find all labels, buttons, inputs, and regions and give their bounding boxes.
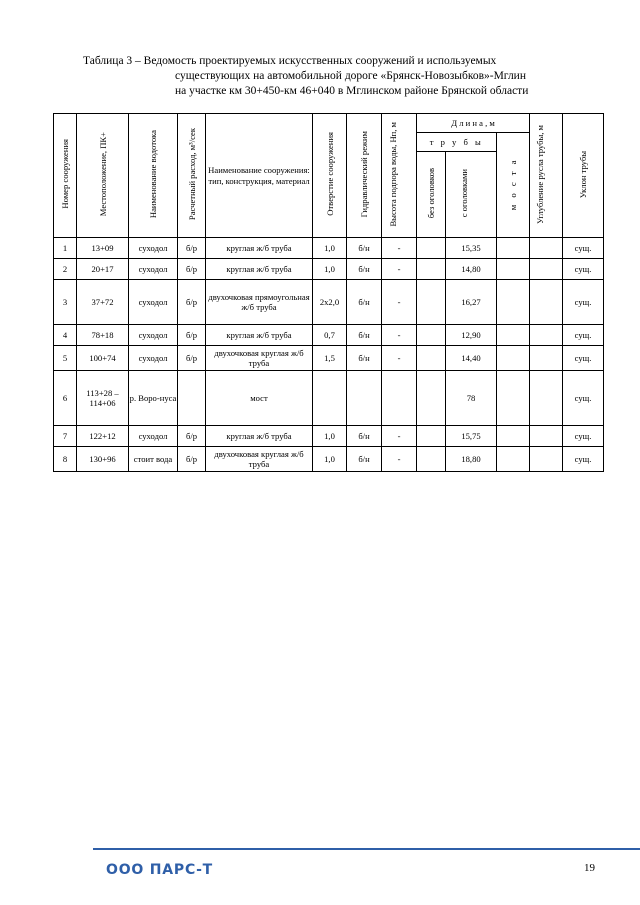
cell-regime: б/н [347, 325, 382, 346]
caption-line-2: существующих на автомобильной дороге «Брянск-Новозыбков»-Мглин [175, 70, 526, 82]
cell-name: круглая ж/б труба [206, 238, 313, 259]
cell-bridge [497, 280, 530, 325]
header-slope: Уклон трубы [563, 114, 604, 238]
header-backwater: Высота подпора воды, Hп, м [382, 114, 417, 238]
cell-flow: б/р [178, 325, 206, 346]
cell-loc: 113+28 – 114+06 [77, 371, 129, 426]
cell-num: 5 [54, 346, 77, 371]
cell-slope: сущ. [563, 325, 604, 346]
cell-back: - [382, 280, 417, 325]
cell-open: 1,0 [313, 259, 347, 280]
cell-slope: сущ. [563, 238, 604, 259]
cell-regime: б/н [347, 426, 382, 447]
cell-withhead: 18,80 [446, 447, 497, 472]
cell-withhead: 16,27 [446, 280, 497, 325]
table-row [54, 371, 604, 426]
company-logo: ООО ПАРС-Т [106, 862, 214, 878]
cell-nohead [417, 259, 446, 280]
cell-water: суходол [129, 325, 178, 346]
cell-nohead [417, 447, 446, 472]
cell-withhead: 15,75 [446, 426, 497, 447]
cell-bridge [497, 426, 530, 447]
header-opening: Отверстие сооружения [313, 114, 347, 238]
table-row [54, 426, 604, 447]
cell-withhead: 15,35 [446, 238, 497, 259]
cell-water: р. Воро-нуса [129, 371, 178, 426]
cell-name: круглая ж/б труба [206, 259, 313, 280]
cell-regime: б/н [347, 346, 382, 371]
cell-nohead [417, 371, 446, 426]
cell-back: - [382, 426, 417, 447]
table-row [54, 238, 604, 259]
cell-nohead [417, 280, 446, 325]
cell-regime: б/н [347, 447, 382, 472]
table-body [54, 238, 604, 472]
caption-line-3: на участке км 30+450-км 46+040 в Мглинском районе Брянской области [175, 85, 529, 97]
header-no-heads: без оголовков [417, 152, 446, 238]
table-row [54, 280, 604, 325]
cell-slope: сущ. [563, 371, 604, 426]
cell-name: круглая ж/б труба [206, 426, 313, 447]
header-length-group: Д л и н а , м [417, 114, 530, 133]
cell-withhead: 78 [446, 371, 497, 426]
header-deepening: Углубление русла трубы, м [530, 114, 563, 238]
structures-table [53, 113, 604, 472]
cell-back: - [382, 238, 417, 259]
cell-open: 2х2,0 [313, 280, 347, 325]
cell-water: стоит вода [129, 447, 178, 472]
cell-back: - [382, 259, 417, 280]
footer-line [93, 848, 640, 850]
cell-slope: сущ. [563, 280, 604, 325]
cell-flow: б/р [178, 259, 206, 280]
cell-nohead [417, 325, 446, 346]
cell-name: мост [206, 371, 313, 426]
cell-back [382, 371, 417, 426]
cell-flow: б/р [178, 280, 206, 325]
cell-num: 6 [54, 371, 77, 426]
cell-num: 2 [54, 259, 77, 280]
header-location: Местоположение, ПК+ [77, 114, 129, 238]
header-watercourse: Наименование водотока [129, 114, 178, 238]
cell-loc: 78+18 [77, 325, 129, 346]
cell-open: 1,0 [313, 238, 347, 259]
header-pipes-group: т р у б ы [417, 133, 497, 152]
cell-withhead: 14,40 [446, 346, 497, 371]
header-num: Номер сооружения [54, 114, 77, 238]
cell-name: двухочковая прямоугольная ж/б труба [206, 280, 313, 325]
cell-back: - [382, 346, 417, 371]
cell-bridge [497, 447, 530, 472]
cell-deep [530, 371, 563, 426]
cell-water: суходол [129, 346, 178, 371]
cell-deep [530, 280, 563, 325]
cell-bridge [497, 346, 530, 371]
cell-num: 7 [54, 426, 77, 447]
cell-open: 1,5 [313, 346, 347, 371]
table-header [54, 114, 604, 238]
caption-line-1: Таблица 3 – Ведомость проектируемых искусственных сооружений и используемых [83, 55, 497, 67]
cell-open: 0,7 [313, 325, 347, 346]
cell-deep [530, 346, 563, 371]
header-with-heads: с оголовками [446, 152, 497, 238]
cell-name: круглая ж/б труба [206, 325, 313, 346]
cell-deep [530, 325, 563, 346]
cell-num: 4 [54, 325, 77, 346]
table-row [54, 325, 604, 346]
cell-water: суходол [129, 426, 178, 447]
cell-withhead: 14,80 [446, 259, 497, 280]
cell-deep [530, 426, 563, 447]
cell-num: 3 [54, 280, 77, 325]
cell-bridge [497, 371, 530, 426]
table-row [54, 447, 604, 472]
cell-regime: б/н [347, 280, 382, 325]
cell-flow: б/р [178, 447, 206, 472]
cell-bridge [497, 259, 530, 280]
cell-slope: сущ. [563, 346, 604, 371]
cell-water: суходол [129, 238, 178, 259]
cell-name: двухочковая круглая ж/б труба [206, 447, 313, 472]
cell-slope: сущ. [563, 426, 604, 447]
cell-nohead [417, 346, 446, 371]
cell-back: - [382, 325, 417, 346]
cell-water: суходол [129, 280, 178, 325]
cell-withhead: 12,90 [446, 325, 497, 346]
cell-regime: б/н [347, 238, 382, 259]
header-bridges: м о с т а [497, 133, 530, 238]
header-structure-name: Наименование сооружения: тип, конструкция, материал [206, 114, 313, 238]
cell-flow [178, 371, 206, 426]
cell-deep [530, 238, 563, 259]
header-flow: Расчетный расход, м³/сек [178, 114, 206, 238]
cell-open: 1,0 [313, 447, 347, 472]
cell-loc: 122+12 [77, 426, 129, 447]
header-regime: Гидравлический режим [347, 114, 382, 238]
cell-water: суходол [129, 259, 178, 280]
cell-regime [347, 371, 382, 426]
cell-loc: 13+09 [77, 238, 129, 259]
cell-deep [530, 259, 563, 280]
cell-slope: сущ. [563, 259, 604, 280]
cell-regime: б/н [347, 259, 382, 280]
cell-deep [530, 447, 563, 472]
cell-back: - [382, 447, 417, 472]
cell-num: 8 [54, 447, 77, 472]
cell-loc: 100+74 [77, 346, 129, 371]
cell-loc: 20+17 [77, 259, 129, 280]
cell-num: 1 [54, 238, 77, 259]
cell-bridge [497, 325, 530, 346]
cell-open: 1,0 [313, 426, 347, 447]
page-number: 19 [584, 862, 595, 874]
cell-bridge [497, 238, 530, 259]
cell-loc: 130+96 [77, 447, 129, 472]
cell-slope: сущ. [563, 447, 604, 472]
cell-loc: 37+72 [77, 280, 129, 325]
cell-nohead [417, 238, 446, 259]
table-row [54, 259, 604, 280]
cell-nohead [417, 426, 446, 447]
table-row [54, 346, 604, 371]
cell-flow: б/р [178, 426, 206, 447]
cell-name: двухочковая круглая ж/б труба [206, 346, 313, 371]
cell-flow: б/р [178, 346, 206, 371]
cell-open [313, 371, 347, 426]
cell-flow: б/р [178, 238, 206, 259]
